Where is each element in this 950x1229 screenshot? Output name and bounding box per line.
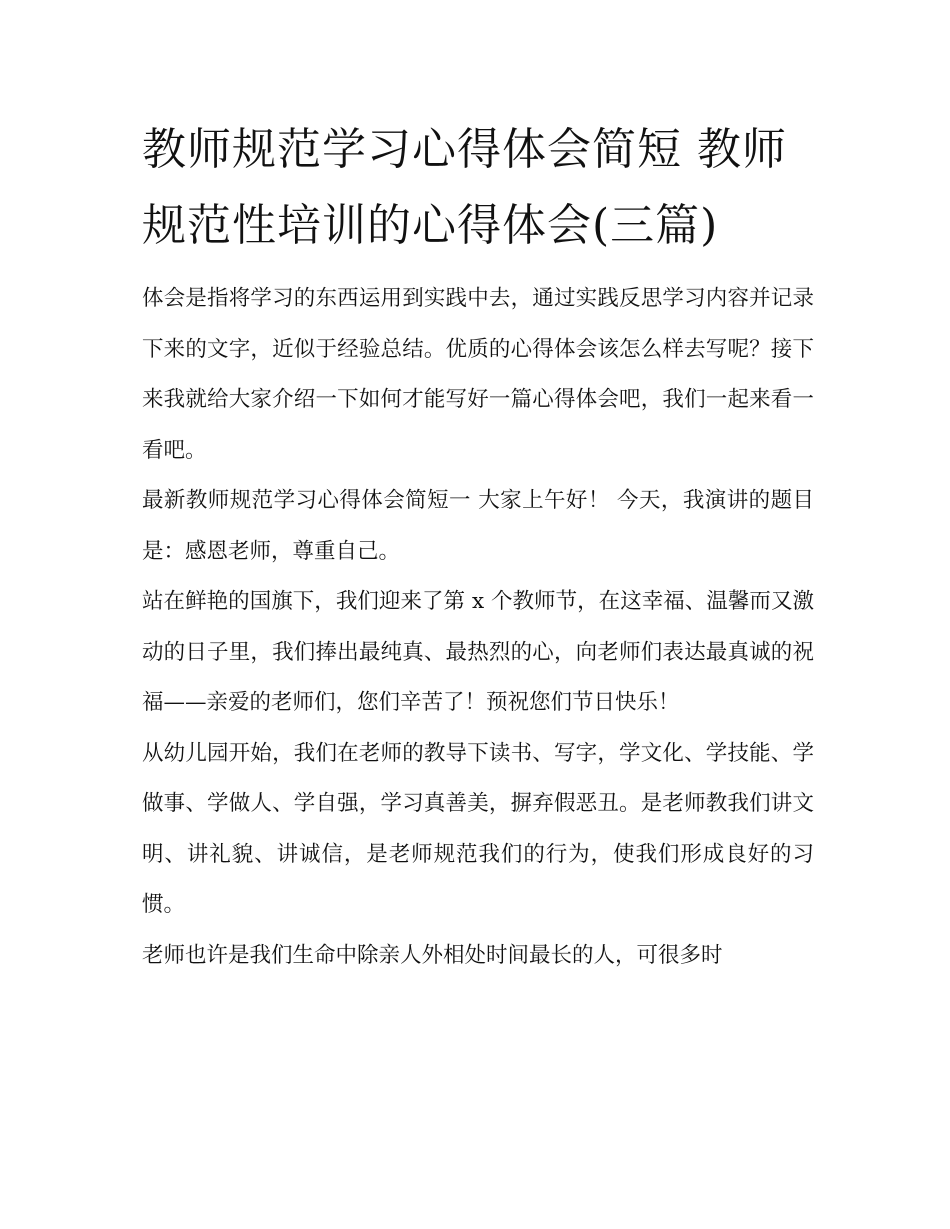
document-title: 教师规范学习心得体会简短 教师规范性培训的心得体会(三篇) (142, 124, 787, 251)
paragraph-speech-opening: 最新教师规范学习心得体会简短一 大家上午好！ 今天，我演讲的题目是：感恩老师，尊重自己。 (142, 488, 814, 564)
paragraph-teachers-day: 站在鲜艳的国旗下，我们迎来了第 x 个教师节，在这幸福、温馨而又激动的日子里，我们捧出最纯真、最热烈的心，向老师们表达最真诚的祝福——亲爱的老师们，您们辛苦了！预祝您们节日快乐！ (142, 589, 814, 715)
document-body (142, 112, 814, 981)
paragraph-intro: 体会是指将学习的东西运用到实践中去，通过实践反思学习内容并记录下来的文字，近似于经验总结。优质的心得体会该怎么样去写呢？接下来我就给大家介绍一下如何才能写好一篇心得体会吧，我们一起来看一看吧。 (142, 286, 814, 463)
paragraph-teacher-time: 老师也许是我们生命中除亲人外相处时间最长的人，可很多时 (142, 942, 723, 968)
paragraph-kindergarten: 从幼儿园开始，我们在老师的教导下读书、写字，学文化、学技能、学做事、学做人、学自强，学习真善美，摒弃假恶丑。是老师教我们讲文明、讲礼貌、讲诚信，是老师规范我们的行为，使我们形成良好的习惯。 (142, 740, 814, 917)
